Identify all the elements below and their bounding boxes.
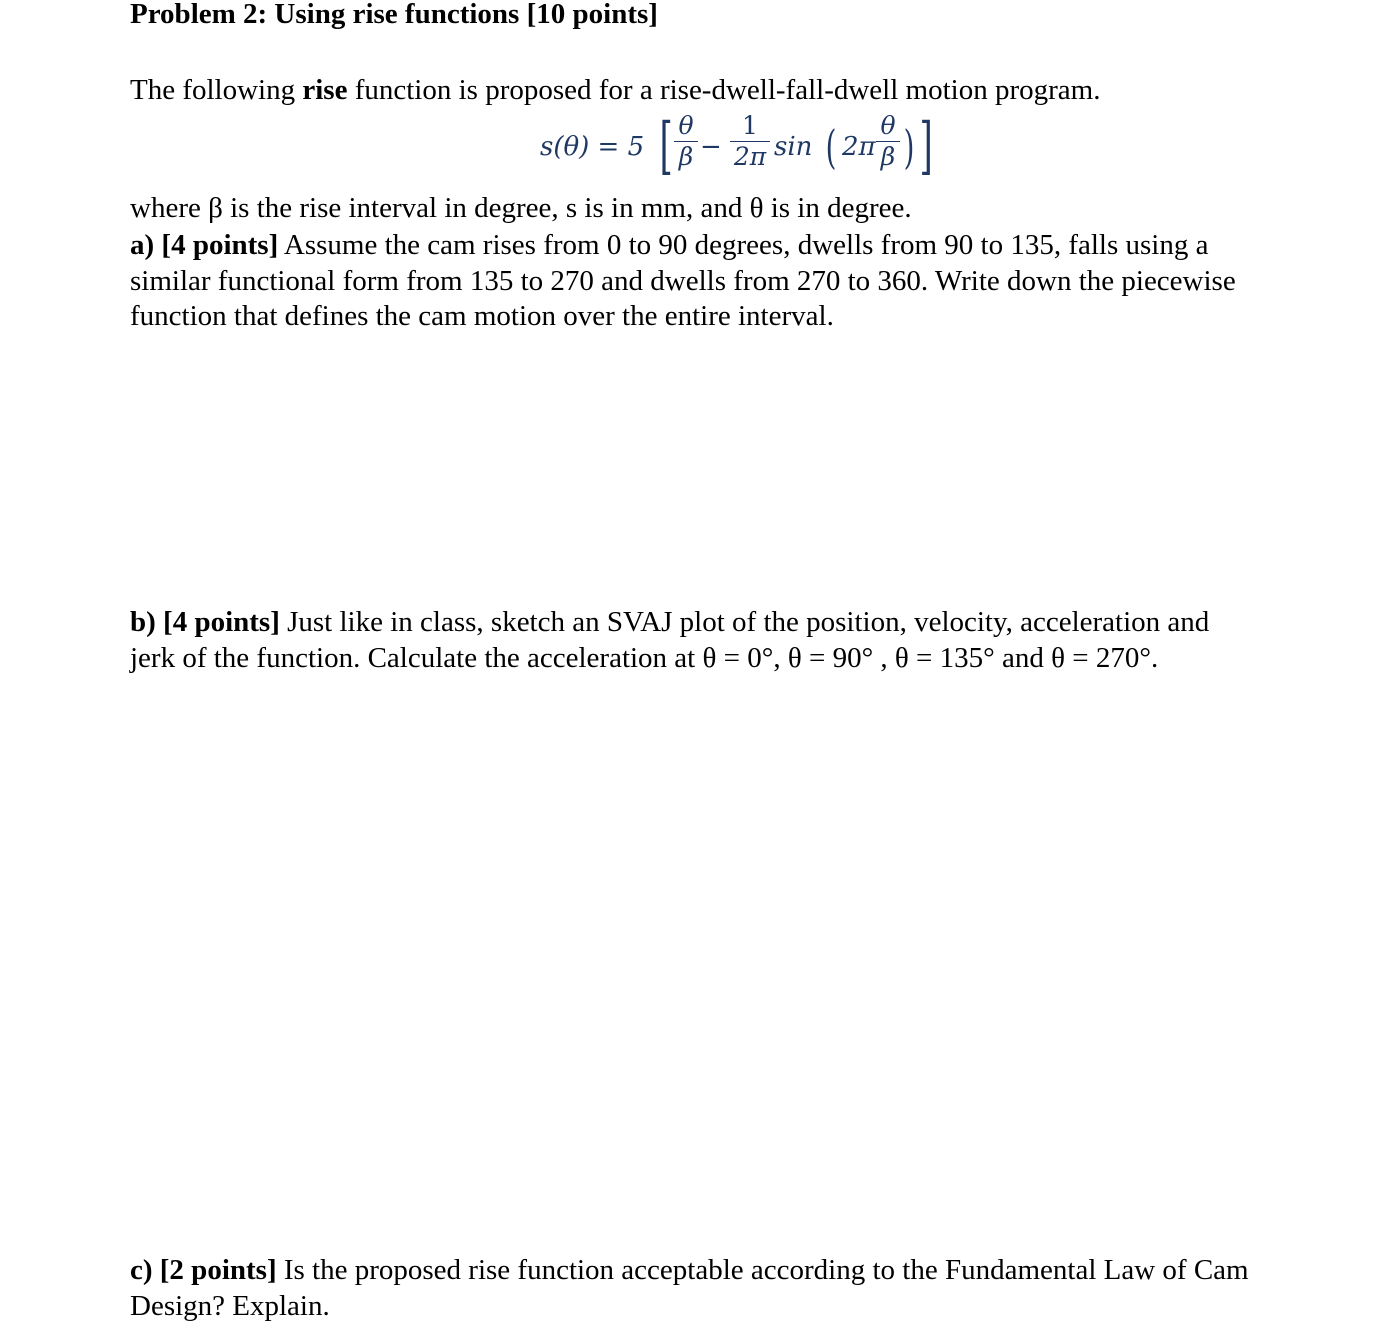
- intro-text-after: function is proposed for a rise-dwell-fall-dwell motion program.: [347, 74, 1101, 106]
- left-paren: (: [825, 120, 837, 174]
- part-c-label: c) [2 points]: [130, 1254, 277, 1286]
- part-b-line-2: jerk of the function. Calculate the acceleration at θ = 0°, θ = 90° , θ = 135° and θ = 270°.: [130, 642, 1159, 674]
- part-c-line-2: Design? Explain.: [130, 1290, 330, 1322]
- right-paren: ): [903, 120, 915, 174]
- part-b-label: b) [4 points]: [130, 606, 280, 638]
- where-definition: where β is the rise interval in degree, s is in mm, and θ is in degree.: [130, 192, 912, 224]
- fraction-numerator: θ: [880, 111, 896, 140]
- part-a-label: a) [4 points]: [130, 229, 279, 261]
- fraction-one-over-two-pi: [730, 112, 770, 171]
- part-a-line-1: [130, 227, 1209, 263]
- fraction-numerator: 1: [742, 111, 758, 140]
- fraction-denominator: 2π: [733, 142, 767, 171]
- intro-bold-word: rise: [302, 74, 348, 106]
- minus-sign: −: [700, 132, 722, 162]
- intro-text-before: The following: [130, 74, 303, 106]
- rise-function-equation: [540, 108, 940, 188]
- part-b-text-1: Just like in class, sketch an SVAJ plot of the position, velocity, acceleration and: [279, 606, 1210, 638]
- fraction-theta-over-beta: [674, 112, 698, 171]
- equation-lhs: s(θ) = 5: [540, 132, 645, 162]
- part-c-text-1: Is the proposed rise function acceptable according to the Fundamental Law of Cam: [276, 1254, 1249, 1286]
- part-a-line-3: function that defines the cam motion over the entire interval.: [130, 300, 834, 332]
- intro-paragraph: [130, 72, 1100, 108]
- fraction-theta-over-beta-inner: [876, 112, 900, 171]
- two-pi: 2π: [842, 132, 876, 162]
- part-c-line-1: [130, 1252, 1249, 1288]
- part-a-line-2: similar functional form from 135 to 270 and dwells from 270 to 360. Write down the piecewise: [130, 265, 1236, 297]
- right-bracket: ]: [919, 109, 933, 182]
- sin-function: sin: [774, 132, 813, 162]
- fraction-numerator: θ: [678, 111, 694, 140]
- part-b-line-1: [130, 604, 1209, 640]
- fraction-denominator: β: [880, 142, 896, 171]
- problem-title: Problem 2: Using rise functions [10 points]: [130, 0, 658, 30]
- left-bracket: [: [659, 109, 673, 182]
- fraction-denominator: β: [678, 142, 694, 171]
- part-a-text-1: Assume the cam rises from 0 to 90 degrees, dwells from 90 to 135, falls using a: [278, 229, 1209, 261]
